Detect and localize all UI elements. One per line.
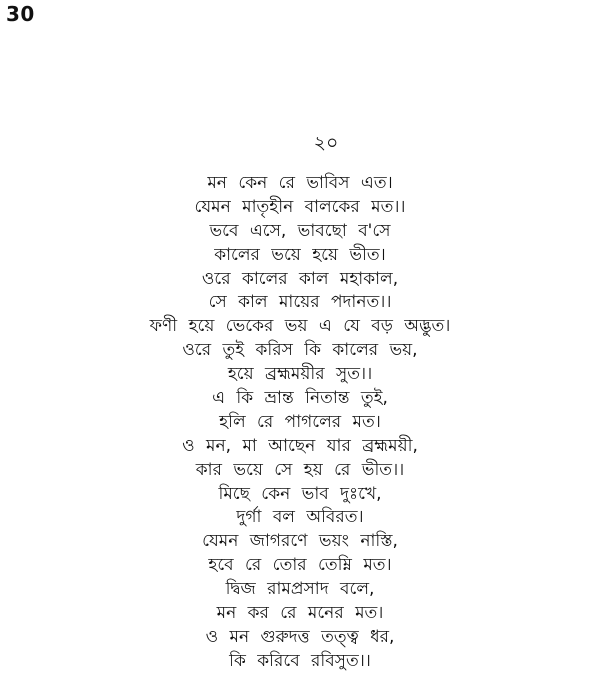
poem-line: কি করিবে রবিসুত।।	[229, 650, 371, 671]
poem-line: যেমন মাতৃহীন বালকের মত।।	[194, 196, 406, 217]
poem-line: এ কি ভ্রান্ত নিতান্ত তুই,	[212, 388, 388, 409]
poem-line: মিছে কেন ভাব দুঃখে,	[218, 483, 382, 504]
poem-line: ও মন গুরুদত্ত তত্ত্ব ধর,	[205, 626, 395, 647]
page-number: 30	[6, 2, 35, 26]
poem-line: ওরে তুই করিস কি কালের ভয়,	[182, 340, 418, 361]
poem-line: হয়ে ব্রহ্মময়ীর সুত।।	[227, 364, 373, 385]
poem-line: দুর্গা বল অবিরত।	[236, 507, 364, 528]
poem-line: মন কর রে মনের মত।	[216, 603, 384, 624]
poem-line: ওরে কালের কাল মহাকাল,	[201, 268, 399, 289]
poem-line: ভবে এসে, ভাবছো ব'সে	[209, 220, 391, 241]
poem-number: ২০	[313, 132, 339, 154]
poem	[0, 132, 600, 674]
poem-line: মন কেন রে ভাবিস এত।	[207, 173, 393, 193]
poem-line: ও মন, মা আছেন যার ব্রহ্মময়ী,	[182, 435, 418, 456]
poem-line: কার ভয়ে সে হয় রে ভীত।।	[195, 459, 405, 480]
poem-line: যেমন জাগরণে ভয়ং নাস্তি,	[202, 531, 398, 552]
poem-line: কালের ভয়ে হয়ে ভীত।	[214, 244, 386, 265]
poem-line: ফণী হয়ে ভেকের ভয় এ যে বড় অদ্ভুত।	[149, 316, 451, 337]
poem-line: দ্বিজ রামপ্রসাদ বলে,	[225, 579, 375, 600]
poem-line: হলি রে পাগলের মত।	[219, 411, 381, 432]
poem-line: সে কাল মায়ের পদানত।।	[208, 292, 392, 313]
poem-line: হবে রে তোর তেম্নি মত।	[208, 555, 392, 576]
poem-lines	[0, 172, 600, 674]
